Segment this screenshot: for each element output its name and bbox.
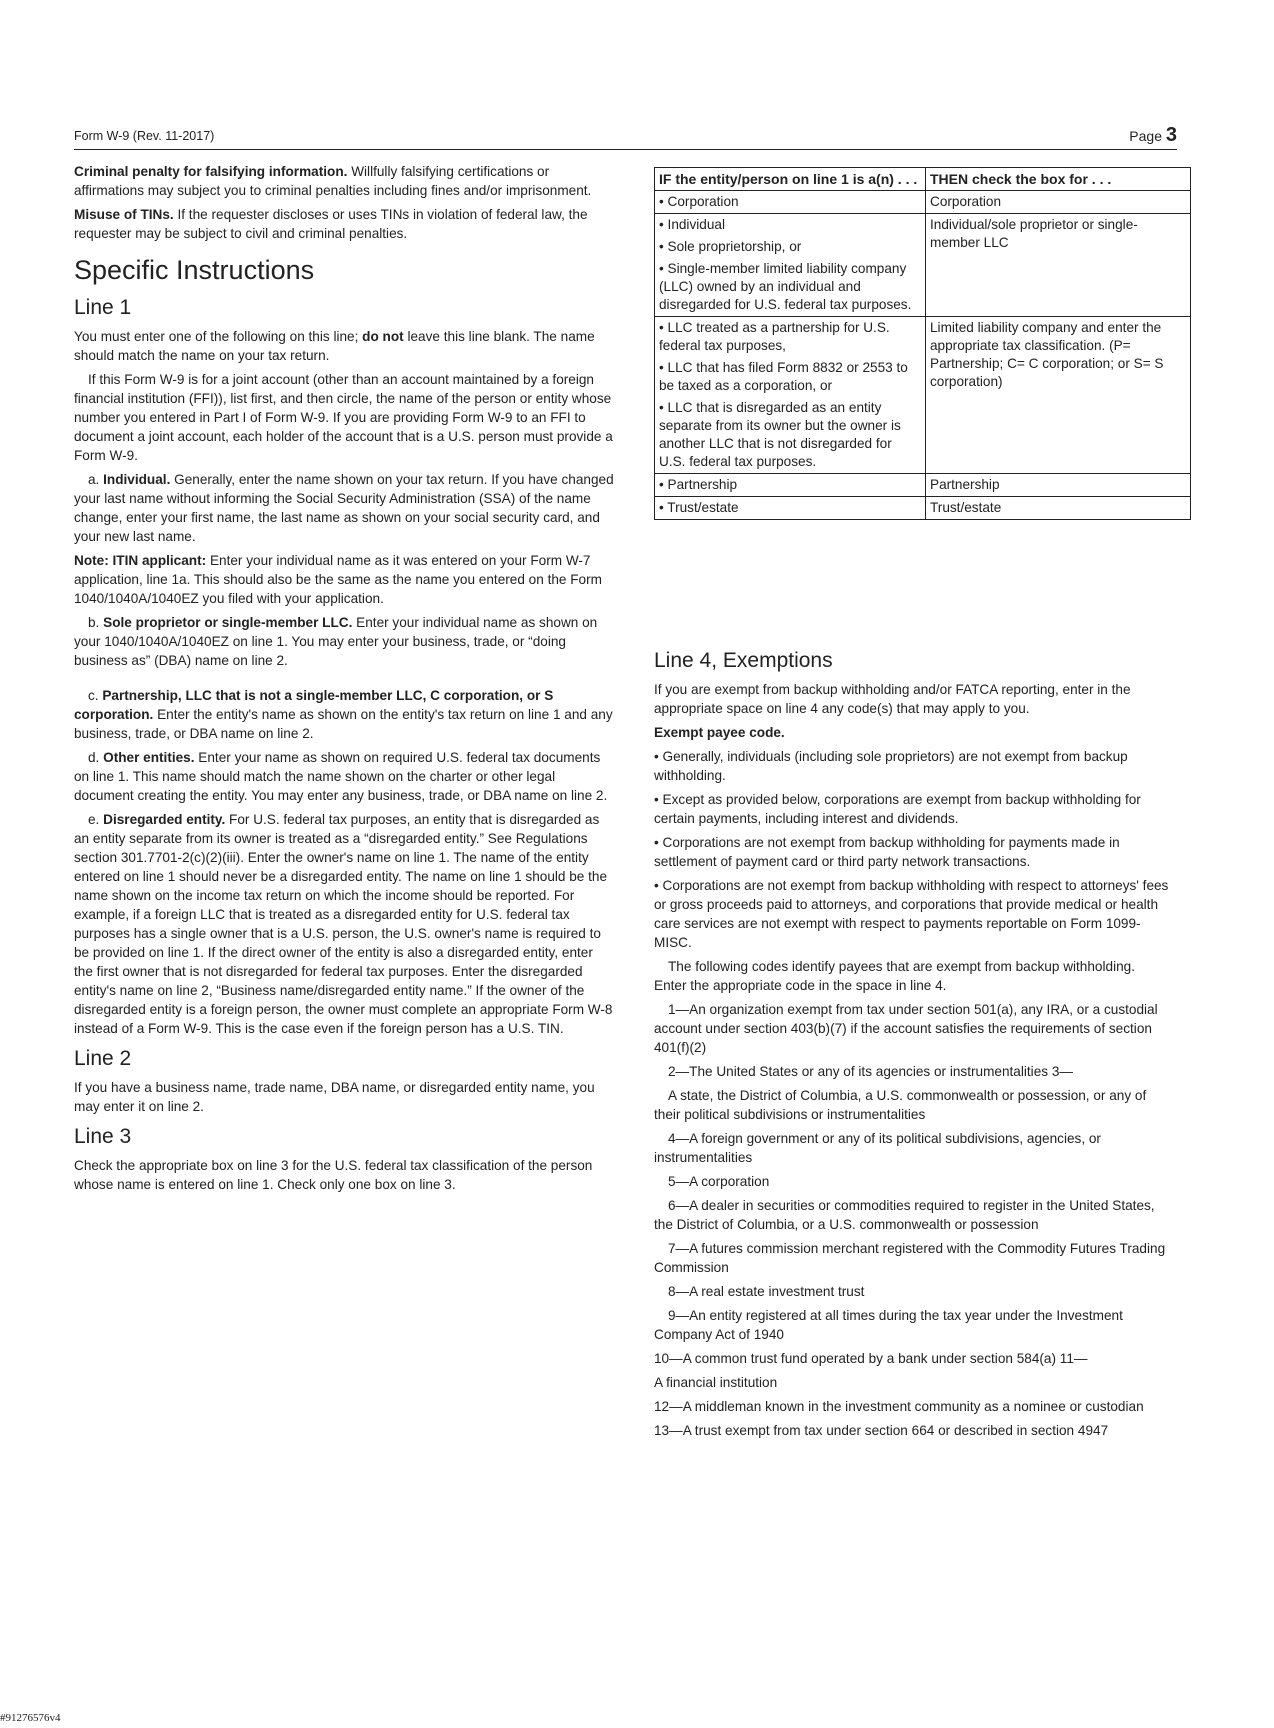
bullet-paragraph: • Generally, individuals (including sole proprietors) are not exempt from backup withholding.	[654, 749, 1128, 783]
code-paragraph: A state, the District of Columbia, a U.S. commonwealth or possession, or any of their political subdivisions or instrumentalities	[654, 1088, 1147, 1122]
code-paragraph: 6—A dealer in securities or commodities required to register in the United States, the District of Columbia, or a U.S. commonwealth or possession	[654, 1198, 1155, 1232]
misuse-tins-title: Misuse of TINs.	[74, 207, 174, 222]
page-indicator	[1129, 124, 1177, 147]
line1-paragraph	[74, 327, 614, 365]
line4-paragraph: If you are exempt from backup withholding and/or FATCA reporting, enter in the appropriate space on line 4 any code(s) that may apply to you.	[654, 682, 1131, 716]
criminal-penalty-title: Criminal penalty for falsifying information.	[74, 164, 348, 179]
line1-heading: Line 1	[74, 296, 132, 319]
specific-instructions-heading: Specific Instructions	[74, 255, 315, 285]
header-rule	[74, 149, 1177, 150]
line4-heading: Line 4, Exemptions	[654, 649, 833, 672]
item-d-label: d.	[88, 750, 100, 765]
form-id: Form W-9 (Rev. 11-2017)	[74, 129, 215, 143]
code-paragraph: 5—A corporation	[668, 1174, 770, 1189]
table-head-left: IF the entity/person on line 1 is a(n) . . .	[655, 168, 926, 191]
table-cell-right: Limited liability company and enter the appropriate tax classification. (P= Partnership; C= C corporation; or S= S corporation)	[926, 317, 1191, 474]
code-paragraph: 7—A futures commission merchant registered with the Commodity Futures Trading Commission	[654, 1241, 1166, 1275]
table-cell-left: • Partnership	[655, 474, 926, 497]
code-paragraph: 10—A common trust fund operated by a bank under section 584(a) 11—	[654, 1351, 1088, 1366]
item-e-paragraph	[74, 810, 614, 1038]
exempt-payee-title: Exempt payee code.	[654, 725, 785, 740]
line2-heading: Line 2	[74, 1047, 132, 1070]
table-cell-right: Individual/sole proprietor or single-member LLC	[926, 214, 1191, 317]
table-cell-left	[655, 214, 926, 317]
table-cell-left	[655, 317, 926, 474]
table-bullet: • Single-member limited liability company (LLC) owned by an individual and disregarded for U.S. federal tax purposes.	[659, 261, 912, 312]
misuse-tins-text: If the requester discloses or uses TINs in violation of federal law, the requester may be subject to civil and criminal penalties.	[74, 207, 588, 241]
item-e-text: For U.S. federal tax purposes, an entity that is disregarded as an entity separate from its owner is treated as a “disregarded entity.” See Regulations section 301.7701-2(c)(2)(iii). Enter the owner's name on line 1. The name of the entity entered on line 1 should never be a disregarded entity. The name on line 1 should be the name shown on the income tax return on which the income should be reported. For example, if a foreign LLC that is treated as a disregarded entity for U.S. federal tax purposes has a single owner that is a U.S. person, the U.S. owner's name is required to be provided on line 1. If the direct owner of the entity is also a disregarded entity, enter the first owner that is not disregarded for federal tax purposes. Enter the disregarded entity's name on line 2, “Business name/disregarded entity name.” If the owner of the disregarded entity is a foreign person, the owner must complete an appropriate Form W-8 instead of a Form W-9. This is the case even if the foreign person has a U.S. TIN.	[74, 812, 613, 1036]
item-b-title: Sole proprietor or single-member LLC.	[103, 615, 353, 630]
codes-intro-paragraph: The following codes identify payees that are exempt from backup withholding. Enter the appropriate code in the space in line 4.	[654, 959, 1135, 993]
right-column	[654, 640, 1169, 1445]
line3-heading: Line 3	[74, 1125, 132, 1148]
code-paragraph: 8—A real estate investment trust	[668, 1284, 865, 1299]
classification-table	[654, 167, 1191, 520]
table-cell-left: • Trust/estate	[655, 497, 926, 520]
item-a-title: Individual.	[103, 472, 171, 487]
table-cell-right: Corporation	[926, 191, 1191, 214]
table-bullet: • LLC that is disregarded as an entity separate from its owner but the owner is another LLC that is not disregarded for U.S. federal tax purposes.	[659, 400, 901, 469]
item-a-label: a.	[88, 472, 100, 487]
code-paragraph: 9—An entity registered at all times during the tax year under the Investment Company Act of 1940	[654, 1308, 1123, 1342]
item-d-title: Other entities.	[103, 750, 195, 765]
item-c-title: Partnership, LLC that is not a single-member LLC, C corporation, or S corporation.	[74, 688, 554, 722]
bullet-paragraph: • Corporations are not exempt from backup withholding for payments made in settlement of payment card or third party network transactions.	[654, 835, 1120, 869]
line1-text-c: leave this line blank. The name should match the name on your tax return.	[74, 329, 595, 363]
table-cell-left: • Corporation	[655, 191, 926, 214]
code-paragraph: 12—A middleman known in the investment community as a nominee or custodian	[654, 1399, 1144, 1414]
item-a-paragraph	[74, 470, 614, 546]
item-c-text: Enter the entity's name as shown on the entity's tax return on line 1 and any business, trade, or DBA name on line 2.	[74, 707, 613, 741]
item-c-label: c.	[88, 688, 99, 703]
left-column	[74, 162, 614, 1199]
line1-do-not: do not	[362, 329, 404, 344]
table-head-right: THEN check the box for . . .	[926, 168, 1191, 191]
item-b-label: b.	[88, 615, 100, 630]
table-row	[655, 191, 1191, 214]
document-id: #91276576v4	[0, 1712, 61, 1724]
criminal-penalty-paragraph	[74, 162, 614, 200]
page-number: 3	[1165, 124, 1177, 146]
code-paragraph: 1—An organization exempt from tax under section 501(a), any IRA, or a custodial account under section 403(b)(7) if the account satisfies the requirements of section 401(f)(2)	[654, 1002, 1158, 1055]
item-c-paragraph	[74, 686, 614, 743]
bullet-paragraph: • Except as provided below, corporations are exempt from backup withholding for certain payments, including interest and dividends.	[654, 792, 1141, 826]
item-b-text: Enter your individual name as shown on your 1040/1040A/1040EZ on line 1. You may enter your business, trade, or “doing business as” (DBA) name on line 2.	[74, 615, 598, 668]
item-a-text: Generally, enter the name shown on your tax return. If you have changed your last name without informing the Social Security Administration (SSA) of the name change, enter your first name, the last name as shown on your social security card, and your new last name.	[74, 472, 614, 544]
table-header-row	[655, 168, 1191, 191]
item-d-paragraph	[74, 748, 614, 805]
table-cell-right: Partnership	[926, 474, 1191, 497]
table-bullet: • Individual	[659, 217, 725, 232]
table-bullet: • Sole proprietorship, or	[659, 239, 802, 254]
line2-paragraph: If you have a business name, trade name, DBA name, or disregarded entity name, you may enter it on line 2.	[74, 1080, 595, 1114]
code-paragraph: 13—A trust exempt from tax under section 664 or described in section 4947	[654, 1423, 1109, 1438]
table-row	[655, 474, 1191, 497]
table-bullet: • LLC treated as a partnership for U.S. federal tax purposes,	[659, 320, 890, 353]
note-itin-text: Enter your individual name as it was entered on your Form W-7 application, line 1a. This should also be the same as the name you entered on the Form 1040/1040A/1040EZ you filed with your application.	[74, 553, 602, 606]
line3-paragraph: Check the appropriate box on line 3 for the U.S. federal tax classification of the person whose name is entered on line 1. Check only one box on line 3.	[74, 1158, 593, 1192]
table-cell-right: Trust/estate	[926, 497, 1191, 520]
table-row	[655, 214, 1191, 317]
joint-account-paragraph: If this Form W-9 is for a joint account (other than an account maintained by a foreign financial institution (FFI)), list first, and then circle, the name of the person or entity whose number you entered in Part I of Form W-9. If you are providing Form W-9 to an FFI to document a joint account, each holder of the account that is a U.S. person must provide a Form W-9.	[74, 372, 613, 463]
table-bullet: • LLC that has filed Form 8832 or 2553 to be taxed as a corporation, or	[659, 360, 908, 393]
line1-text-a: You must enter one of the following on this line;	[74, 329, 363, 344]
table-row	[655, 497, 1191, 520]
bullet-paragraph: • Corporations are not exempt from backup withholding with respect to attorneys' fees or gross proceeds paid to attorneys, and corporations that provide medical or health care services are not exempt with respect to payments reportable on Form 1099-MISC.	[654, 878, 1169, 950]
item-b-paragraph	[74, 613, 614, 670]
item-d-text: Enter your name as shown on required U.S. federal tax documents on line 1. This name should match the name shown on the charter or other legal document creating the entity. You may enter any business, trade, or DBA name on line 2.	[74, 750, 608, 803]
code-paragraph: 2—The United States or any of its agencies or instrumentalities 3—	[668, 1064, 1073, 1079]
note-itin-paragraph	[74, 551, 614, 608]
criminal-penalty-text: Willfully falsifying certifications or affirmations may subject you to criminal penalties including fines and/or imprisonment.	[74, 164, 592, 198]
misuse-tins-paragraph	[74, 205, 614, 243]
code-paragraph: A financial institution	[654, 1375, 778, 1390]
item-e-label: e.	[88, 812, 100, 827]
note-itin-title: Note: ITIN applicant:	[74, 553, 207, 568]
code-paragraph: 4—A foreign government or any of its political subdivisions, agencies, or instrumentalities	[654, 1131, 1101, 1165]
item-e-title: Disregarded entity.	[103, 812, 226, 827]
table-row	[655, 317, 1191, 474]
page-word: Page	[1129, 128, 1162, 144]
